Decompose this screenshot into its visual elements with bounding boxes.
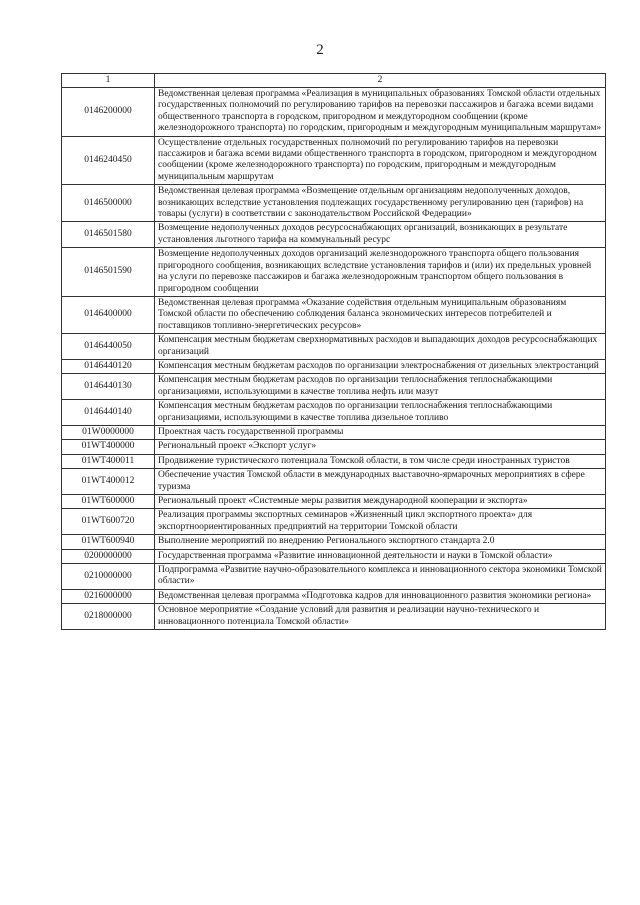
- row-description: Осуществление отдельных государственных полномочий по регулированию тарифов на перевозки пассажиров и багажа всеми видами общественного транспорта в городском, пригородном и междугородном сообщении (кроме железнодорожного транспорта) по городским, пригородным и междугородным муниципальным маршрутам: [155, 136, 606, 185]
- row-description: Ведомственная целевая программа «Оказание содействия отдельным муниципальным образованиям Томской области по обеспечению соблюдения баланса экономических интересов потребителей и поставщиков топливно-энергетических ресурсов»: [155, 296, 606, 333]
- row-description: Компенсация местным бюджетам сверхнормативных расходов и выпадающих доходов ресурсоснабжающих организаций: [155, 334, 606, 360]
- page-number: 2: [316, 42, 324, 58]
- classification-table: [61, 73, 606, 630]
- row-code: 0146240450: [62, 136, 155, 185]
- table-row: [62, 564, 606, 590]
- row-code: 0146200000: [62, 88, 155, 137]
- row-code: 0146440050: [62, 334, 155, 360]
- row-description: Государственная программа «Развитие инновационной деятельности и науки в Томской области»: [155, 549, 606, 563]
- row-code: 01WT400012: [62, 469, 155, 495]
- table-body: [62, 74, 606, 630]
- table-row: [62, 136, 606, 185]
- row-code: 0218000000: [62, 604, 155, 630]
- row-code: 01WT400011: [62, 454, 155, 468]
- table-row: [62, 222, 606, 248]
- row-code: 0146501590: [62, 248, 155, 297]
- row-code: 01WT600720: [62, 509, 155, 535]
- table-row: [62, 334, 606, 360]
- row-description: Ведомственная целевая программа «Возмещение отдельным организациям недополученных доходов, возникающих вследствие установления подлежащих государственному регулированию цен (тарифов) на товары (услуги) в соответствии с законодательством Российской Федерации»: [155, 185, 606, 222]
- table-row: [62, 425, 606, 439]
- row-code: 0146501580: [62, 222, 155, 248]
- row-code: 0210000000: [62, 564, 155, 590]
- column-header-code: 1: [62, 74, 155, 88]
- row-description: Компенсация местным бюджетам расходов по организации электроснабжения от дизельных электростанций: [155, 359, 606, 373]
- row-description: Возмещение недополученных доходов ресурсоснабжающих организаций, возникающих в результате установления льготного тарифа на коммунальный ресурс: [155, 222, 606, 248]
- table-row: [62, 535, 606, 549]
- row-description: Региональный проект «Экспорт услуг»: [155, 440, 606, 454]
- row-description: Выполнение мероприятий по внедрению Регионального экспортного стандарта 2.0: [155, 535, 606, 549]
- row-code: 01WT400000: [62, 440, 155, 454]
- table-row: [62, 374, 606, 400]
- row-description: Реализация программы экспортных семинаров «Жизненный цикл экспортного проекта» для экспортноориентированных предприятий на территории Томской области: [155, 509, 606, 535]
- table-row: [62, 296, 606, 333]
- table-row: [62, 88, 606, 137]
- row-description: Подпрограмма «Развитие научно-образовательного комплекса и инновационного сектора экономики Томской области»: [155, 564, 606, 590]
- table-row: [62, 400, 606, 426]
- row-description: Основное мероприятие «Создание условий для развития и реализации научно-технического и инновационного потенциала Томской области»: [155, 604, 606, 630]
- row-code: 0146440140: [62, 400, 155, 426]
- row-description: Региональный проект «Системные меры развития международной кооперации и экспорта»: [155, 495, 606, 509]
- row-code: 01WT600000: [62, 495, 155, 509]
- row-description: Проектная часть государственной программы: [155, 425, 606, 439]
- row-code: 0216000000: [62, 589, 155, 603]
- row-code: 0146500000: [62, 185, 155, 222]
- table-row: [62, 495, 606, 509]
- row-code: 01W0000000: [62, 425, 155, 439]
- table-row: [62, 509, 606, 535]
- table-row: [62, 469, 606, 495]
- table-row: [62, 454, 606, 468]
- table-row: [62, 604, 606, 630]
- table-row: [62, 359, 606, 373]
- row-code: 0146440130: [62, 374, 155, 400]
- row-description: Возмещение недополученных доходов организаций железнодорожного транспорта общего пользования пригородного сообщения, возникающих вследствие установления тарифов и (или) их предельных уровней на услуги по перевозке пассажиров и багажа железнодорожным транспортом общего пользования в пригородном сообщении: [155, 248, 606, 297]
- table-row: [62, 549, 606, 563]
- table-row: [62, 185, 606, 222]
- table-header-row: [62, 74, 606, 88]
- row-description: Компенсация местным бюджетам расходов по организации теплоснабжения теплоснабжающими организациями, использующими в качестве топлива дизельное топливо: [155, 400, 606, 426]
- column-header-description: 2: [155, 74, 606, 88]
- row-description: Компенсация местным бюджетам расходов по организации теплоснабжения теплоснабжающими организациями, использующими в качестве топлива нефть или мазут: [155, 374, 606, 400]
- row-code: 0146440120: [62, 359, 155, 373]
- table-row: [62, 589, 606, 603]
- row-code: 01WT600940: [62, 535, 155, 549]
- table-row: [62, 248, 606, 297]
- table-row: [62, 440, 606, 454]
- row-description: Обеспечение участия Томской области в международных выставочно-ярмарочных мероприятиях в сфере туризма: [155, 469, 606, 495]
- row-code: 0200000000: [62, 549, 155, 563]
- row-description: Ведомственная целевая программа «Подготовка кадров для инновационного развития экономики региона»: [155, 589, 606, 603]
- row-description: Ведомственная целевая программа «Реализация в муниципальных образованиях Томской области отдельных государственных полномочий по регулированию тарифов на перевозки пассажиров и багажа всеми видами общественного транспорта в городском, пригородном и междугородном сообщении (кроме железнодорожного транспорта) по городским, пригородным и междугородным муниципальным маршрутам»: [155, 88, 606, 137]
- row-code: 0146400000: [62, 296, 155, 333]
- row-description: Продвижение туристического потенциала Томской области, в том числе среди иностранных туристов: [155, 454, 606, 468]
